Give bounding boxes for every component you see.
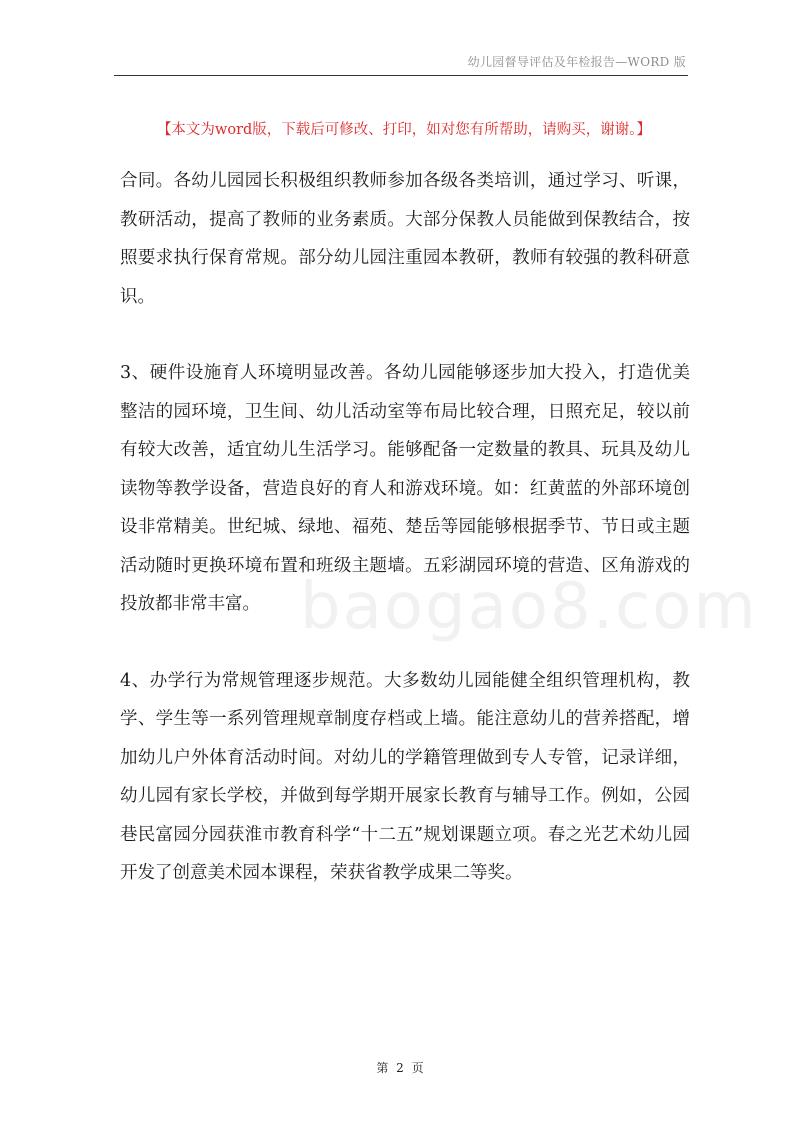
paragraph-management: 4、办学行为常规管理逐步规范。大多数幼儿园能健全组织管理机构，教学、学生等一系列管理规章制度存档或上墙。能注意幼儿的营养搭配，增加幼儿户外体育活动时间。对幼儿的学籍管理做到专人专管，记录详细，幼儿园有家长学校，并做到每学期开展家长教育与辅导工作。例如，公园巷民富园分园获淮市教育科学“十二五”规划课题立项。春之光艺术幼儿园开发了创意美术园本课程，荣获省教学成果二等奖。 <box>120 670 690 883</box>
watermark: baogao8.com <box>300 570 758 644</box>
purchase-notice: 【本文为word版，下载后可修改、打印，如对您有所帮助，请购买，谢谢。】 <box>156 122 652 138</box>
page-number: 2 <box>396 1061 404 1075</box>
header-divider <box>114 75 688 76</box>
running-header: 幼儿园督导评估及年检报告—WORD 版 <box>467 55 686 69</box>
page-footer <box>0 1059 800 1076</box>
paragraph-staff-training: 合同。各幼儿园园长积极组织教师参加各级各类培训，通过学习、听课，教研活动，提高了教师的业务素质。大部分保教人员能做到保教结合，按照要求执行保育常规。部分幼儿园注重园本教研，教师有较强的教科研意识。 <box>120 171 690 307</box>
paragraph-spacer <box>120 316 690 354</box>
footer-prefix: 第 <box>376 1061 389 1075</box>
footer-suffix: 页 <box>411 1061 424 1075</box>
body-text <box>120 162 690 893</box>
paragraph-facilities: 3、硬件设施育人环境明显改善。各幼儿园能够逐步加大投入，打造优美整洁的园环境，卫生间、幼儿活动室等布局比较合理，日照充足，较以前有较大改善，适宜幼儿生活学习。能够配备一定数量的教具、玩具及幼儿读物等教学设备，营造良好的育人和游戏环境。如：红黄蓝的外部环境创设非常精美。世纪城、绿地、福苑、楚岳等园能够根据季节、节日或主题活动随时更换环境布置和班级主题墙。五彩湖园环境的营造、区角游戏的投放都非常丰富。 <box>120 363 690 614</box>
paragraph-spacer <box>120 624 690 662</box>
